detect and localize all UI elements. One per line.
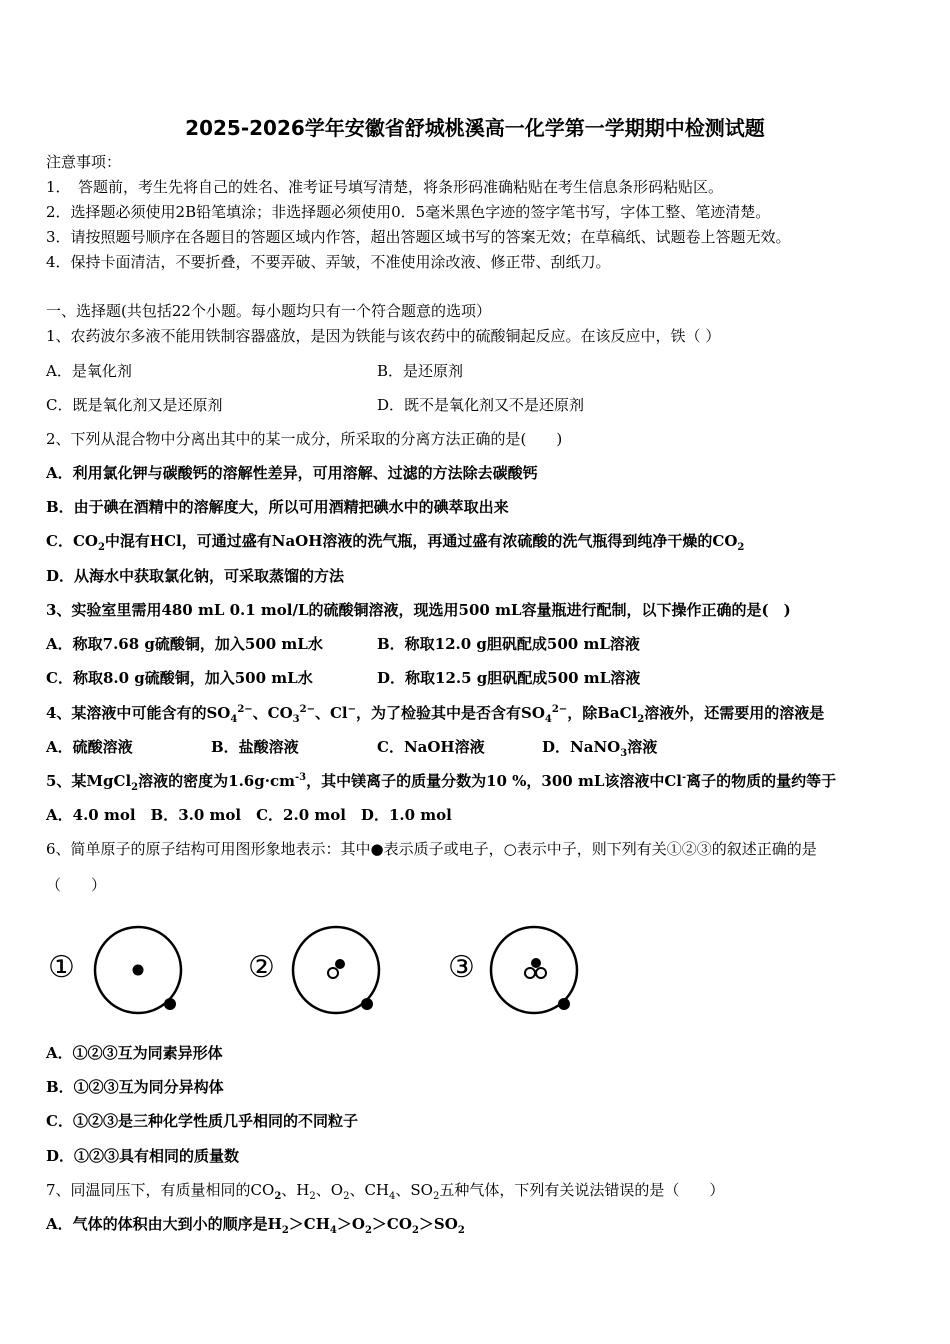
atom-2-label: ② xyxy=(248,950,275,985)
question-1-stem: 1、农药波尔多液不能用铁制容器盛放，是因为铁能与该农药中的硫酸铜起反应。在该反应中，铁（ ） xyxy=(46,327,721,345)
q4-option-c: C．NaOH溶液 xyxy=(377,738,485,756)
question-4-stem: 4、某溶液中可能含有的$SO_4^{2-}$、$CO_3^{2-}$、Cl−，为了检验其中是否含有$SO_4^{2-}$，除BaCl$_2$溶液外，还需要用的溶液是 xyxy=(46,704,825,725)
q7-option-a: A．气体的体积由大到小的顺序是$H_2>CH_4>O_2>CO_2>SO_2$ xyxy=(46,1215,465,1236)
question-6-stem: 6、简单原子的原子结构可用图形象地表示：其中●表示质子或电子，○表示中子，则下列有关①②③的叙述正确的是 xyxy=(46,840,817,858)
q4-option-d: D．NaNO$_3$溶液 xyxy=(542,738,658,759)
question-7-stem: 7、同温同压下，有质量相同的$CO_2$、$H_2$、$O_2$、$CH_4$、$SO_2$五种气体，下列有关说法错误的是（ ） xyxy=(46,1181,725,1202)
q2-option-c: C．$CO_2$中混有HCl，可通过盛有NaOH溶液的洗气瓶，再通过盛有浓硫酸的洗气瓶得到纯净干燥的$CO_2$ xyxy=(46,532,745,553)
notice-item-3: 3．请按照题号顺序在各题目的答题区域内作答，超出答题区域书写的答案无效；在草稿纸、试题卷上答题无效。 xyxy=(46,228,791,246)
section-heading: 一、选择题(共包括22个小题。每小题均只有一个符合题意的选项） xyxy=(46,302,491,320)
q4-option-a: A．硫酸溶液 xyxy=(46,738,133,756)
q2-option-b: B．由于碘在酒精中的溶解度大，所以可用酒精把碘水中的碘萃取出来 xyxy=(46,498,509,516)
q4-option-b: B．盐酸溶液 xyxy=(211,738,299,756)
q1-option-d: D．既不是氧化剂又不是还原剂 xyxy=(377,396,585,414)
q3-option-c: C．称取8.0 g硫酸铜，加入500 mL水 xyxy=(46,669,313,687)
atom-1-electron xyxy=(164,998,176,1010)
q3-option-a: A．称取7.68 g硫酸铜，加入500 mL水 xyxy=(46,635,323,653)
page-title: 2025-2026学年安徽省舒城桃溪高一化学第一学期期中检测试题 xyxy=(185,116,765,140)
atom-structure-diagram xyxy=(46,915,606,1027)
notice-heading: 注意事项： xyxy=(46,153,122,171)
atom-1-proton xyxy=(133,965,144,976)
atom-3-neutron-1 xyxy=(525,968,535,978)
question-6-paren: （ ） xyxy=(46,876,107,894)
atom-2-neutron xyxy=(328,968,338,978)
atom-3-electron xyxy=(558,998,570,1010)
q6-option-a: A．①②③互为同素异形体 xyxy=(46,1044,223,1062)
q1-option-a: A．是氧化剂 xyxy=(46,362,132,380)
q3-option-b: B．称取12.0 g胆矾配成500 mL溶液 xyxy=(377,635,640,653)
notice-item-4: 4．保持卡面清洁，不要折叠，不要弄破、弄皱，不准使用涂改液、修正带、刮纸刀。 xyxy=(46,253,611,271)
q1-option-c: C．既是氧化剂又是还原剂 xyxy=(46,396,223,414)
q1-option-b: B．是还原剂 xyxy=(377,362,464,380)
q3-option-d: D．称取12.5 g胆矾配成500 mL溶液 xyxy=(377,669,641,687)
atom-1-label: ① xyxy=(48,950,75,985)
notice-item-1: 1． 答题前，考生先将自己的姓名、准考证号填写清楚，将条形码准确粘贴在考生信息条形码粘贴区。 xyxy=(46,178,724,196)
atom-2-proton xyxy=(335,959,345,969)
q2-option-a: A．利用氯化钾与碳酸钙的溶解性差异，可用溶解、过滤的方法除去碳酸钙 xyxy=(46,464,538,482)
q6-option-d: D．①②③具有相同的质量数 xyxy=(46,1147,240,1165)
question-3-stem: 3、实验室里需用480 mL 0.1 mol/L的硫酸铜溶液，现选用500 mL容量瓶进行配制，以下操作正确的是( ) xyxy=(46,601,791,619)
q2-option-d: D．从海水中获取氯化钠，可采取蒸馏的方法 xyxy=(46,567,345,585)
atom-3-label: ③ xyxy=(448,950,475,985)
question-5-stem: 5、某MgCl$_2$溶液的密度为$1.6g\cdot cm^{-3}$，其中镁离子的质量分数为10 %，300 mL该溶液中Cl-离子的物质的量约等于 xyxy=(46,772,837,793)
question-2-stem: 2、下列从混合物中分离出其中的某一成分，所采取的分离方法正确的是( ) xyxy=(46,430,563,448)
q6-option-c: C．①②③是三种化学性质几乎相同的不同粒子 xyxy=(46,1112,358,1130)
atom-3-neutron-2 xyxy=(536,968,546,978)
q5-options: A．4.0 mol B．3.0 mol C．2.0 mol D．1.0 mol xyxy=(46,806,452,824)
q6-option-b: B．①②③互为同分异构体 xyxy=(46,1078,224,1096)
atom-2-electron xyxy=(361,998,373,1010)
notice-item-2: 2．选择题必须使用2B铅笔填涂；非选择题必须使用0．5毫米黑色字迹的签字笔书写，字体工整、笔迹清楚。 xyxy=(46,203,771,221)
atom-3-proton xyxy=(531,958,541,968)
